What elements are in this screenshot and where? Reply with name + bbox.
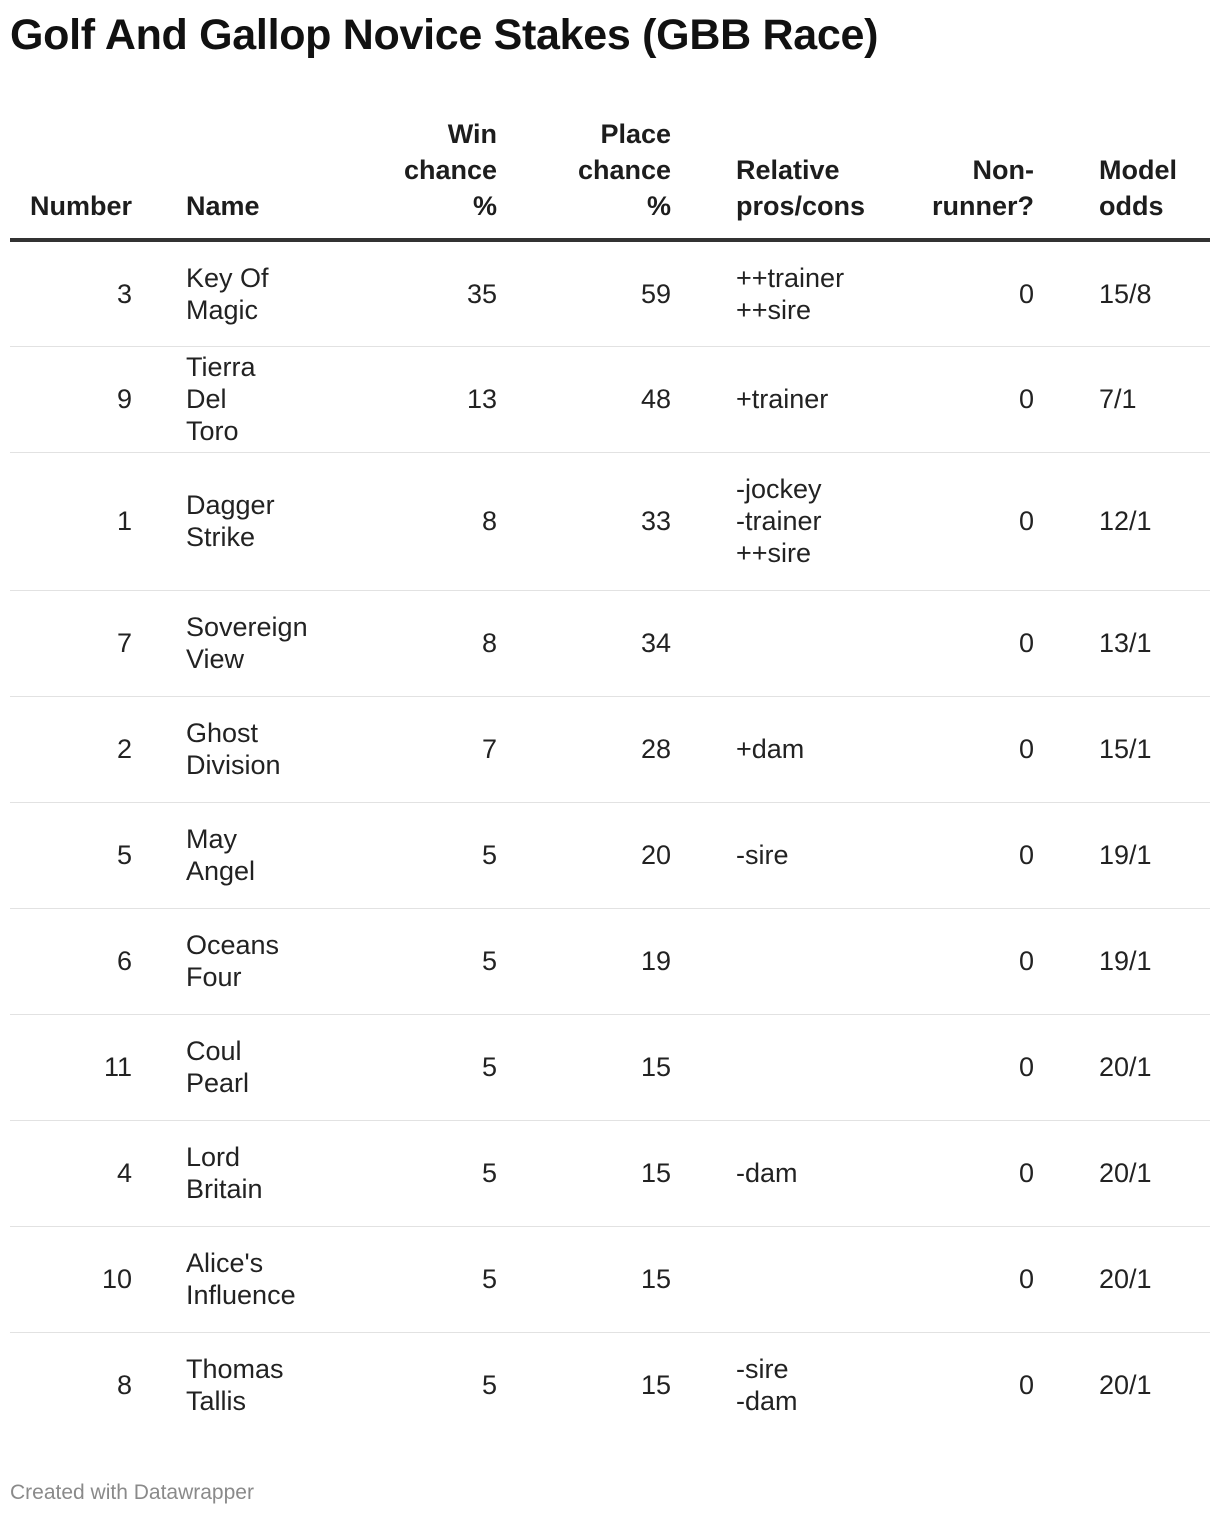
cell-win: 5 [481, 1370, 497, 1401]
datawrapper-credit: Created with Datawrapper [10, 1481, 254, 1504]
cell-pros [671, 1014, 861, 1120]
header-row [10, 112, 1210, 240]
cell-number: 6 [10, 908, 132, 1014]
cell-pros: ++trainer ++sire [671, 240, 861, 346]
cell-nr: 0 [861, 1120, 1034, 1226]
cell-number: 2 [10, 696, 132, 802]
cell-name: Lord Britain [132, 1120, 297, 1226]
cell-place: 15 [497, 1226, 671, 1332]
cell-odds: 12/1 [1034, 452, 1210, 590]
cell-pros [671, 908, 861, 1014]
cell-place: 20 [497, 802, 671, 908]
cell-odds: 13/1 [1034, 590, 1210, 696]
cell-name: Thomas Tallis [186, 1354, 284, 1417]
cell-odds: 7/1 [1034, 346, 1210, 452]
cell-pros [671, 590, 861, 696]
cell-place: 59 [497, 240, 671, 346]
cell-pros: +trainer [671, 346, 861, 452]
cell-pros: -sire [671, 802, 861, 908]
cell-win: 8 [297, 590, 497, 696]
table-header [10, 112, 1210, 240]
cell-odds: 20/1 [1034, 1120, 1210, 1226]
table-row [10, 696, 1210, 802]
cell-nr: 0 [861, 240, 1034, 346]
table-body [10, 240, 1210, 1438]
cell-nr: 0 [861, 452, 1034, 590]
table-row [10, 908, 1210, 1014]
cell-name: May Angel [132, 802, 297, 908]
table-row [10, 590, 1210, 696]
cell-place: 48 [497, 346, 671, 452]
cell-number: 11 [10, 1014, 132, 1120]
cell-number: 7 [10, 590, 132, 696]
cell-win: 7 [297, 696, 497, 802]
table-row [10, 1226, 1210, 1332]
cell-place: 33 [497, 452, 671, 590]
cell-name: Key Of Magic [132, 240, 297, 346]
cell-number: 1 [10, 452, 132, 590]
cell-name: Coul Pearl [132, 1014, 297, 1120]
cell-nr: 0 [861, 1226, 1034, 1332]
column-header-pros: Relative pros/cons [671, 112, 861, 240]
cell-odds: 20/1 [1034, 1014, 1210, 1120]
cell-pros: -jockey -trainer ++sire [671, 452, 861, 590]
cell-name: Dagger Strike [132, 452, 297, 590]
table-row [10, 1120, 1210, 1226]
column-header-name: Name [132, 112, 297, 240]
cell-place: 15 [497, 1014, 671, 1120]
cell-place: 34 [497, 590, 671, 696]
cell-win: 5 [297, 1120, 497, 1226]
chart-title: Golf And Gallop Novice Stakes (GBB Race) [10, 11, 879, 59]
cell-odds: 19/1 [1034, 908, 1210, 1014]
column-header-nr: Non- runner? [861, 112, 1034, 240]
column-header-odds: Model odds [1034, 112, 1210, 240]
cell-nr: 0 [861, 590, 1034, 696]
cell-number: 3 [10, 240, 132, 346]
cell-number: 9 [10, 346, 132, 452]
cell-place: 19 [497, 908, 671, 1014]
cell-name: Oceans Four [132, 908, 297, 1014]
cell-name: Tierra Del Toro [132, 346, 297, 452]
cell-number: 4 [10, 1120, 132, 1226]
cell-nr: 0 [861, 696, 1034, 802]
table-row [10, 452, 1210, 590]
cell-place: 15 [640, 1370, 671, 1401]
cell-pros [671, 1226, 861, 1332]
cell-pros: -dam [671, 1120, 861, 1226]
cell-odds: 19/1 [1034, 802, 1210, 908]
column-header-number: Number [10, 112, 132, 240]
cell-nr: 0 [861, 802, 1034, 908]
cell-odds: 20/1 [1099, 1370, 1152, 1401]
table-row [10, 1332, 1210, 1438]
cell-place: 28 [497, 696, 671, 802]
cell-win: 5 [297, 908, 497, 1014]
cell-odds: 15/1 [1034, 696, 1210, 802]
table-row [10, 240, 1210, 346]
column-header-place: Place chance % [497, 112, 671, 240]
cell-number: 5 [10, 802, 132, 908]
cell-nr: 0 [861, 1014, 1034, 1120]
cell-win: 8 [297, 452, 497, 590]
cell-win: 5 [297, 802, 497, 908]
cell-name: Sovereign View [132, 590, 297, 696]
cell-win: 35 [297, 240, 497, 346]
cell-name: Alice's Influence [132, 1226, 297, 1332]
cell-name: Ghost Division [132, 696, 297, 802]
cell-nr: 0 [861, 908, 1034, 1014]
cell-odds: 20/1 [1034, 1226, 1210, 1332]
cell-nr: 0 [1018, 1370, 1034, 1401]
cell-nr: 0 [861, 346, 1034, 452]
table-row [10, 1014, 1210, 1120]
table-row [10, 346, 1210, 452]
cell-number: 10 [10, 1226, 132, 1332]
race-table [10, 112, 1210, 1438]
cell-pros: +dam [671, 696, 861, 802]
cell-pros: -sire -dam [736, 1354, 798, 1417]
cell-odds: 15/8 [1034, 240, 1210, 346]
cell-win: 5 [297, 1014, 497, 1120]
cell-place: 15 [497, 1120, 671, 1226]
column-header-win: Win chance % [297, 112, 497, 240]
cell-win: 13 [297, 346, 497, 452]
cell-number: 8 [116, 1370, 132, 1401]
cell-win: 5 [297, 1226, 497, 1332]
table-row [10, 802, 1210, 908]
